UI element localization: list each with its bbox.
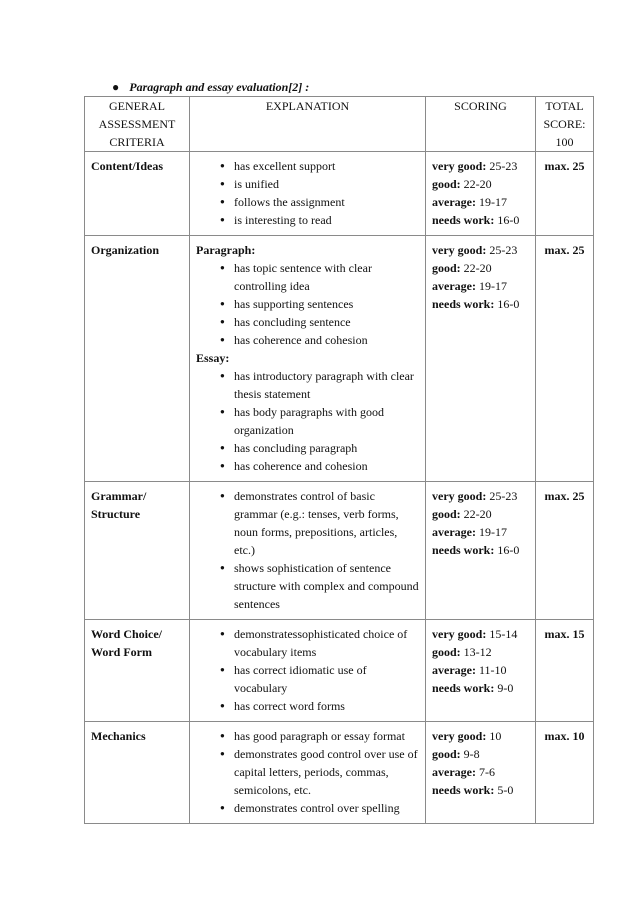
score-range: 19-17 — [478, 525, 507, 539]
score-range: 7-6 — [478, 765, 495, 779]
scoring-cell — [426, 620, 536, 722]
score-range: 16-0 — [497, 213, 520, 227]
score-range: 25-23 — [489, 489, 518, 503]
score-line — [432, 277, 529, 295]
score-range: 22-20 — [463, 177, 492, 191]
header-criteria: GENERAL ASSESSMENT CRITERIA — [85, 97, 190, 152]
max-score-cell: max. 10 — [536, 722, 594, 824]
criteria-cell: Mechanics — [85, 722, 190, 824]
score-line — [432, 295, 529, 313]
heading-text: Paragraph and essay evaluation[2] : — [129, 80, 310, 94]
score-label: needs work: — [432, 297, 495, 311]
list-item: ● demonstrates good control over use of capital letters, periods, commas, semicolons, etc. — [220, 745, 419, 799]
score-line — [432, 781, 529, 799]
score-line — [432, 541, 529, 559]
score-label: very good: — [432, 627, 487, 641]
list-item: ● has coherence and cohesion — [220, 331, 419, 349]
score-label: needs work: — [432, 681, 495, 695]
document-heading — [112, 79, 309, 95]
table-row — [85, 152, 594, 236]
score-label: needs work: — [432, 543, 495, 557]
scoring-cell — [426, 722, 536, 824]
score-label: good: — [432, 261, 461, 275]
explanation-cell — [190, 482, 426, 620]
score-label: needs work: — [432, 783, 495, 797]
list-item: ● shows sophistication of sentence structure with complex and compound sentences — [220, 559, 419, 613]
list-item: ● has supporting sentences — [220, 295, 419, 313]
score-range: 11-10 — [478, 663, 507, 677]
list-item: ● is interesting to read — [220, 211, 419, 229]
score-range: 5-0 — [497, 783, 514, 797]
list-item: ● is unified — [220, 175, 419, 193]
explanation-list — [196, 157, 419, 229]
table-row — [85, 482, 594, 620]
score-line — [432, 175, 529, 193]
score-range: 10 — [489, 729, 502, 743]
list-item: ● demonstrates control of basic grammar (e.g.: tenses, verb forms, noun forms, prepositions, articles, etc.) — [220, 487, 419, 559]
list-item: ● has correct word forms — [220, 697, 419, 715]
criteria-cell: Content/Ideas — [85, 152, 190, 236]
score-range: 25-23 — [489, 159, 518, 173]
explanation-cell — [190, 152, 426, 236]
score-label: very good: — [432, 159, 487, 173]
list-item: ● has body paragraphs with good organization — [220, 403, 419, 439]
score-range: 19-17 — [478, 279, 507, 293]
list-item: ● has concluding paragraph — [220, 439, 419, 457]
list-item: ● has introductory paragraph with clear thesis statement — [220, 367, 419, 403]
table-row — [85, 620, 594, 722]
criteria-cell: Word Choice/ Word Form — [85, 620, 190, 722]
max-score-cell: max. 25 — [536, 152, 594, 236]
score-line — [432, 193, 529, 211]
score-label: needs work: — [432, 213, 495, 227]
score-range: 22-20 — [463, 507, 492, 521]
score-line — [432, 661, 529, 679]
scoring-cell — [426, 482, 536, 620]
list-item: ● has concluding sentence — [220, 313, 419, 331]
table-row — [85, 722, 594, 824]
explanation-cell — [190, 620, 426, 722]
score-range: 19-17 — [478, 195, 507, 209]
score-line — [432, 625, 529, 643]
scoring-cell — [426, 236, 536, 482]
score-label: average: — [432, 195, 476, 209]
score-line — [432, 727, 529, 745]
score-line — [432, 745, 529, 763]
score-label: very good: — [432, 489, 487, 503]
max-score-cell: max. 25 — [536, 482, 594, 620]
list-item: ● has coherence and cohesion — [220, 457, 419, 475]
header-explanation: EXPLANATION — [190, 97, 426, 152]
score-label: average: — [432, 663, 476, 677]
score-range: 16-0 — [497, 297, 520, 311]
score-label: good: — [432, 177, 461, 191]
score-line — [432, 679, 529, 697]
score-line — [432, 487, 529, 505]
score-label: average: — [432, 525, 476, 539]
explanation-cell — [190, 722, 426, 824]
table-row — [85, 236, 594, 482]
score-range: 9-0 — [497, 681, 514, 695]
list-item: ● demonstrates control over spelling — [220, 799, 419, 817]
score-line — [432, 259, 529, 277]
score-line — [432, 763, 529, 781]
scoring-cell — [426, 152, 536, 236]
score-range: 13-12 — [463, 645, 492, 659]
score-range: 9-8 — [463, 747, 480, 761]
criteria-cell: Organization — [85, 236, 190, 482]
score-range: 22-20 — [463, 261, 492, 275]
list-item: ● has topic sentence with clear controlling idea — [220, 259, 419, 295]
explanation-list — [196, 727, 419, 817]
score-range: 15-14 — [489, 627, 518, 641]
list-item: ● demonstratessophisticated choice of vocabulary items — [220, 625, 419, 661]
header-row — [85, 97, 594, 152]
list-item: ● has good paragraph or essay format — [220, 727, 419, 745]
score-range: 16-0 — [497, 543, 520, 557]
score-line — [432, 523, 529, 541]
score-label: good: — [432, 645, 461, 659]
score-label: average: — [432, 765, 476, 779]
explanation-cell — [190, 236, 426, 482]
criteria-cell: Grammar/ Structure — [85, 482, 190, 620]
score-label: average: — [432, 279, 476, 293]
score-line — [432, 241, 529, 259]
explanation-list — [196, 487, 419, 613]
list-item: ● has excellent support — [220, 157, 419, 175]
assessment-rubric-table — [84, 96, 594, 824]
score-line — [432, 643, 529, 661]
score-label: good: — [432, 747, 461, 761]
explanation-list — [196, 625, 419, 715]
bullet-icon: ● — [112, 80, 120, 94]
score-label: good: — [432, 507, 461, 521]
header-scoring: SCORING — [426, 97, 536, 152]
score-line — [432, 211, 529, 229]
rubric-body — [85, 152, 594, 824]
score-line — [432, 157, 529, 175]
score-label: very good: — [432, 729, 487, 743]
list-item: ● follows the assignment — [220, 193, 419, 211]
explanation-subheading: Essay: — [196, 351, 230, 365]
score-range: 25-23 — [489, 243, 518, 257]
explanation-list — [196, 259, 419, 349]
header-total-score: TOTAL SCORE: 100 — [536, 97, 594, 152]
score-label: very good: — [432, 243, 487, 257]
max-score-cell: max. 25 — [536, 236, 594, 482]
score-line — [432, 505, 529, 523]
max-score-cell: max. 15 — [536, 620, 594, 722]
list-item: ● has correct idiomatic use of vocabulary — [220, 661, 419, 697]
explanation-subheading: Paragraph: — [196, 243, 256, 257]
explanation-list — [196, 367, 419, 475]
